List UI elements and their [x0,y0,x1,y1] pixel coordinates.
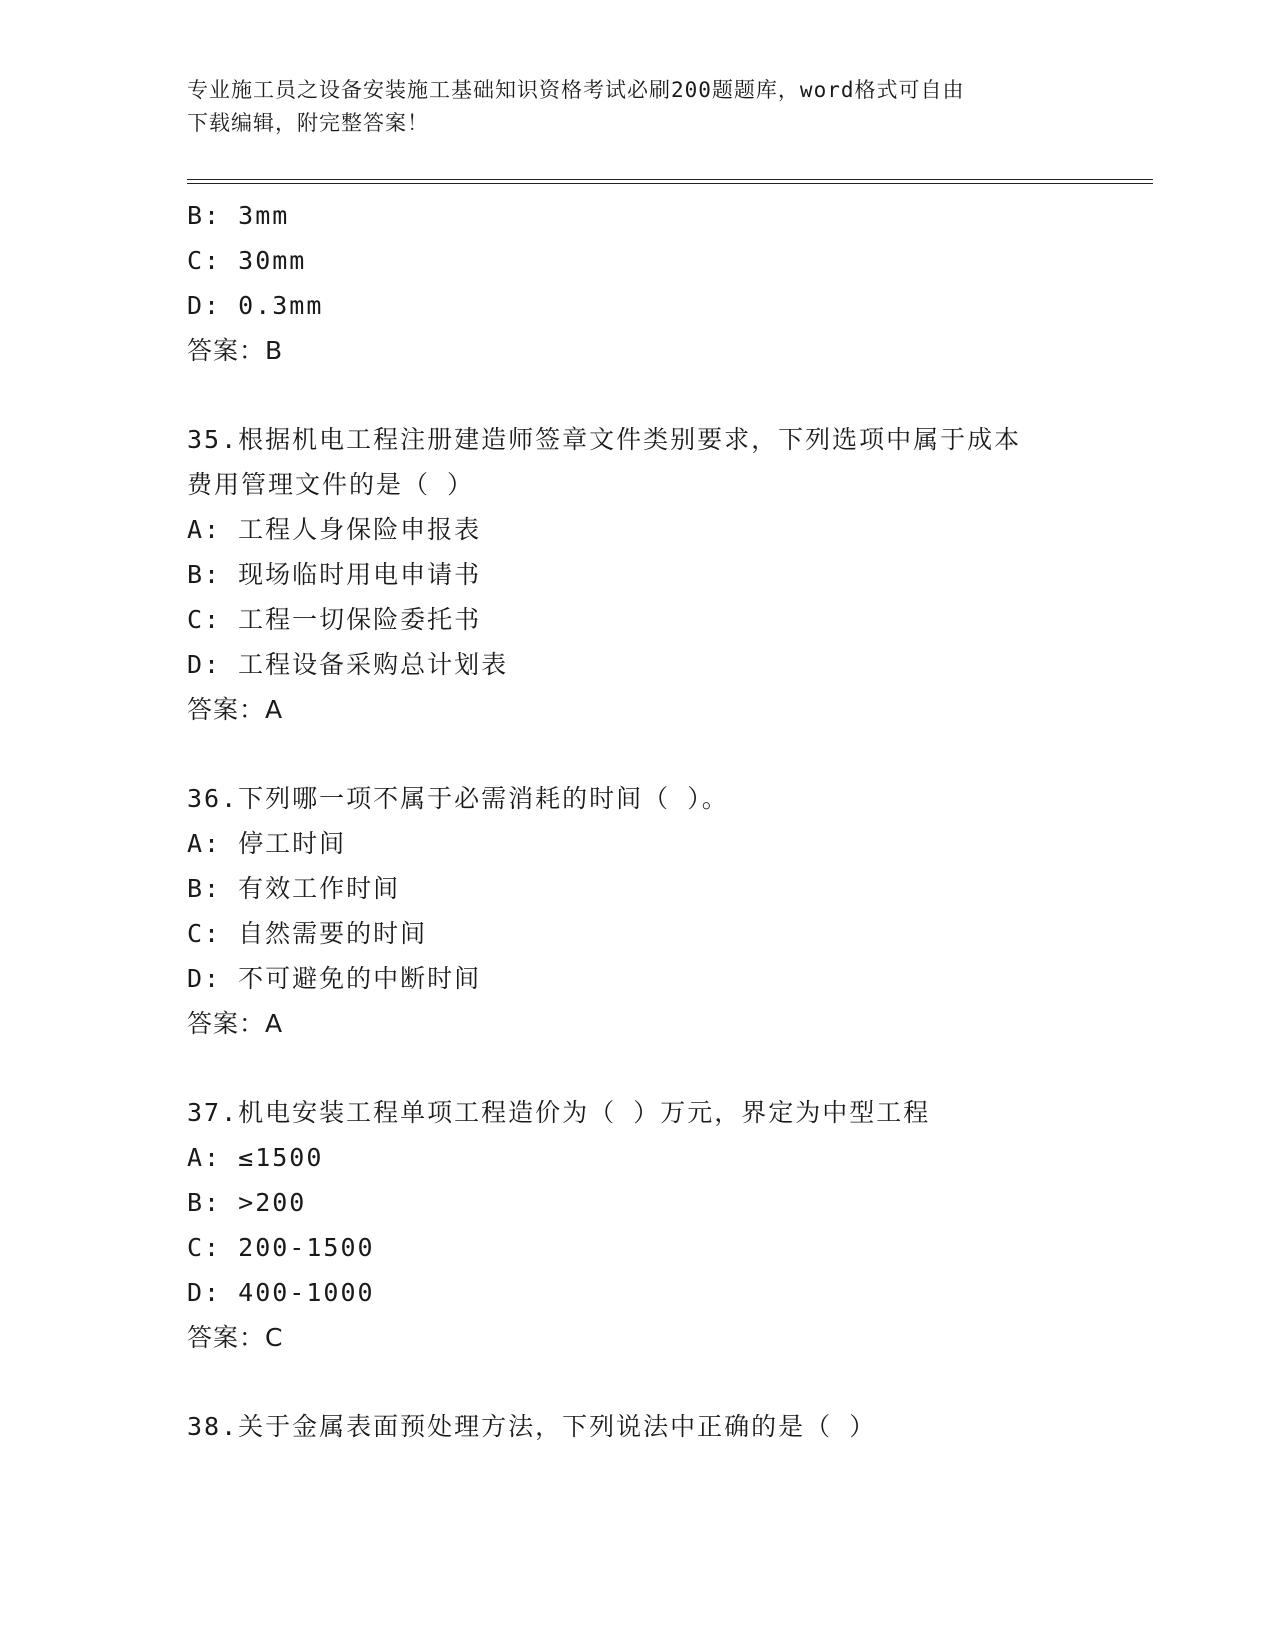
option-c: C: 工程一切保险委托书 [187,605,482,634]
answer: 答案：A [187,695,284,724]
question-35 [187,417,1087,733]
header-title-line-1: 专业施工员之设备安装施工基础知识资格考试必刷200题题库，word格式可自由 [187,78,965,102]
question-38 [187,1404,1087,1449]
option-a: A: ≤1500 [187,1143,324,1172]
option-d: D: 400-1000 [187,1278,375,1307]
option-d: D: 0.3mm [187,291,324,320]
question-text-line-1: 38.关于金属表面预处理方法，下列说法中正确的是（ ） [187,1412,877,1441]
document-header [187,74,1087,140]
option-c: C: 30mm [187,246,307,275]
option-b: B: 3mm [187,201,290,230]
option-d: D: 工程设备采购总计划表 [187,650,509,679]
option-a: A: 停工时间 [187,829,347,858]
question-34-continued [187,193,1087,374]
option-c: C: 200-1500 [187,1233,375,1262]
answer: 答案：B [187,336,284,365]
question-list [187,193,1087,1449]
question-37 [187,1090,1087,1361]
option-b: B: 有效工作时间 [187,874,401,903]
header-divider-bottom [187,183,1153,184]
option-c: C: 自然需要的时间 [187,919,428,948]
question-text-line-1: 37.机电安装工程单项工程造价为（ ）万元，界定为中型工程 [187,1098,931,1127]
question-text-line-1: 35.根据机电工程注册建造师签章文件类别要求，下列选项中属于成本 [187,425,1022,454]
question-36 [187,776,1087,1047]
option-b: B: 现场临时用电申请书 [187,560,482,589]
option-a: A: 工程人身保险申报表 [187,515,482,544]
question-text-line-2: 费用管理文件的是（ ） [187,470,475,499]
header-title-line-2: 下载编辑，附完整答案！ [187,111,429,135]
option-d: D: 不可避免的中断时间 [187,964,482,993]
question-text-line-1: 36.下列哪一项不属于必需消耗的时间（ ）。 [187,784,729,813]
option-b: B: >200 [187,1188,307,1217]
answer: 答案：C [187,1323,284,1352]
answer: 答案：A [187,1009,284,1038]
header-divider-top [187,179,1153,180]
